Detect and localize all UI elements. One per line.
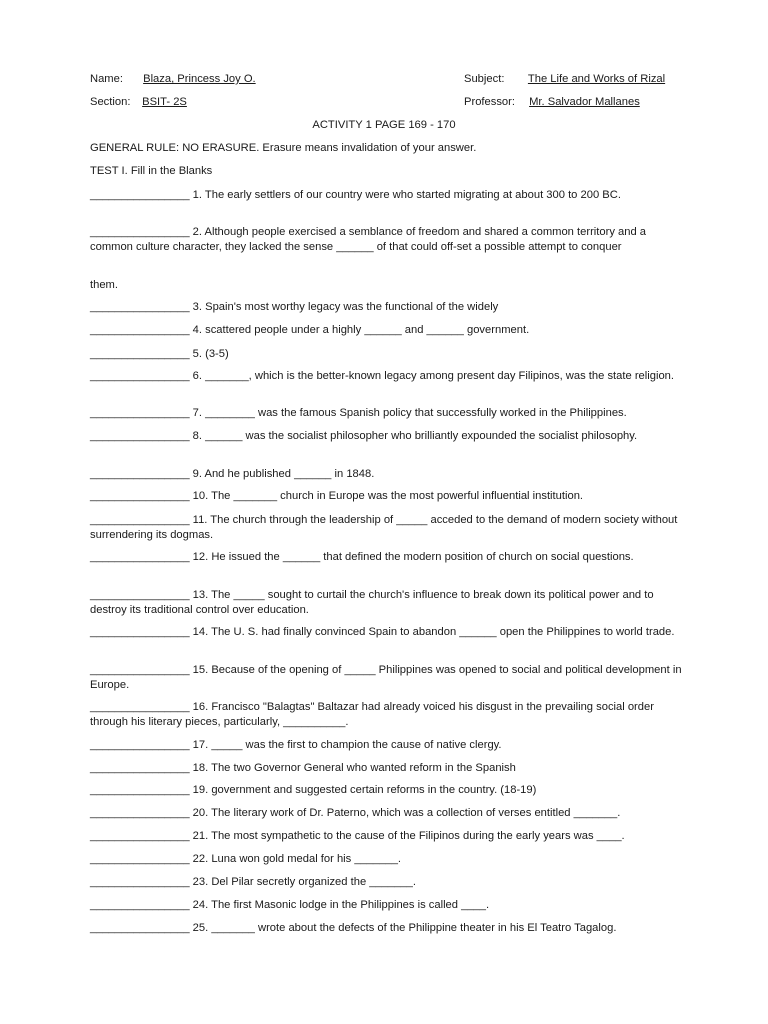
answer-blank: ________________ (90, 589, 190, 601)
question-item (90, 513, 690, 543)
question-text: 16. Francisco "Balagtas" Baltazar had already voiced his disgust in the prevailing social order through his literary pieces, particularly, __________. (90, 701, 654, 728)
question-text: 19. government and suggested certain reforms in the country. (18-19) (192, 784, 537, 796)
answer-blank: ________________ (90, 876, 190, 888)
professor-value: Mr. Salvador Mallanes (529, 96, 640, 108)
question-item (90, 550, 690, 565)
answer-blank: ________________ (90, 922, 190, 934)
answer-blank: ________________ (90, 807, 190, 819)
question-text: 20. The literary work of Dr. Paterno, which was a collection of verses entitled _______. (192, 807, 621, 819)
question-text: 2. Although people exercised a semblance of freedom and shared a common territory and a common culture character, they lacked the sense ______ of that could off-set a possible attempt to conquer (90, 226, 647, 253)
answer-blank: ________________ (90, 490, 190, 502)
subject-value: The Life and Works of Rizal (527, 73, 666, 85)
question-text: 13. The _____ sought to curtail the church's influence to break down its political power and to destroy its traditional control over education. (90, 589, 654, 616)
answer-blank: ________________ (90, 324, 190, 336)
answer-blank: ________________ (90, 551, 190, 563)
answer-blank: ________________ (90, 226, 190, 238)
question-item (90, 783, 690, 798)
question-item (90, 921, 690, 936)
question-item (90, 347, 690, 362)
question-item (90, 898, 690, 913)
question-text: 17. _____ was the first to champion the cause of native clergy. (192, 739, 502, 751)
answer-blank: ________________ (90, 407, 190, 419)
question-text: 5. (3-5) (192, 348, 229, 360)
answer-blank: ________________ (90, 626, 190, 638)
question-item (90, 875, 690, 890)
question-item (90, 467, 690, 482)
question-item (90, 761, 690, 776)
question-item (90, 738, 690, 753)
question-item (90, 369, 690, 384)
answer-blank: ________________ (90, 348, 190, 360)
section-row (90, 96, 187, 108)
answer-blank: ________________ (90, 370, 190, 382)
question-text: 25. _______ wrote about the defects of the Philippine theater in his El Teatro Tagalog. (192, 922, 617, 934)
answer-blank: ________________ (90, 762, 190, 774)
answer-blank: ________________ (90, 899, 190, 911)
question-continuation: them. (90, 279, 118, 291)
answer-blank: ________________ (90, 701, 190, 713)
question-item (90, 225, 690, 255)
answer-blank: ________________ (90, 301, 190, 313)
question-text: 23. Del Pilar secretly organized the _______. (192, 876, 416, 888)
question-text: 4. scattered people under a highly ______ and ______ government. (192, 324, 530, 336)
question-text: 21. The most sympathetic to the cause of the Filipinos during the early years was ____. (192, 830, 625, 842)
professor-row (464, 96, 640, 108)
answer-blank: ________________ (90, 853, 190, 865)
question-text: 8. ______ was the socialist philosopher who brilliantly expounded the socialist philosophy. (192, 430, 638, 442)
question-text: 3. Spain's most worthy legacy was the functional of the widely (192, 301, 499, 313)
question-text: 7. ________ was the famous Spanish policy that successfully worked in the Philippines. (192, 407, 627, 419)
question-text: 14. The U. S. had finally convinced Spain to abandon ______ open the Philippines to world trade. (192, 626, 675, 638)
question-item (90, 588, 690, 618)
test-title: TEST I. Fill in the Blanks (90, 165, 213, 177)
question-item (90, 700, 690, 730)
question-text: 24. The first Masonic lodge in the Philippines is called ____. (192, 899, 490, 911)
answer-blank: ________________ (90, 189, 190, 201)
question-text: 9. And he published ______ in 1848. (192, 468, 375, 480)
question-item (90, 429, 690, 444)
name-value: Blaza, Princess Joy O. (143, 73, 256, 85)
professor-label: Professor: (464, 96, 515, 108)
question-item (90, 300, 690, 315)
subject-row (464, 73, 665, 85)
general-rule: GENERAL RULE: NO ERASURE. Erasure means invalidation of your answer. (90, 142, 477, 154)
question-item (90, 406, 690, 421)
question-item (90, 188, 690, 203)
section-label: Section: (90, 96, 131, 108)
answer-blank: ________________ (90, 739, 190, 751)
question-text: 11. The church through the leadership of _____ acceded to the demand of modern society without surrendering its dogmas. (90, 514, 678, 541)
question-item (90, 489, 690, 504)
question-text: 10. The _______ church in Europe was the most powerful influential institution. (192, 490, 584, 502)
name-row (90, 73, 256, 85)
answer-blank: ________________ (90, 830, 190, 842)
answer-blank: ________________ (90, 430, 190, 442)
question-text: 1. The early settlers of our country were who started migrating at about 300 to 200 BC. (192, 189, 621, 201)
question-text: 22. Luna won gold medal for his _______. (192, 853, 402, 865)
name-label: Name: (90, 73, 123, 85)
question-item (90, 829, 690, 844)
section-value: BSIT- 2S (142, 96, 187, 108)
answer-blank: ________________ (90, 514, 190, 526)
subject-label: Subject: (464, 73, 505, 85)
question-item (90, 323, 690, 338)
answer-blank: ________________ (90, 784, 190, 796)
question-item (90, 852, 690, 867)
answer-blank: ________________ (90, 664, 190, 676)
question-item (90, 625, 690, 640)
question-text: 6. _______, which is the better-known legacy among present day Filipinos, was the state religion. (192, 370, 675, 382)
question-item (90, 663, 690, 693)
question-text: 18. The two Governor General who wanted reform in the Spanish (192, 762, 516, 774)
question-text: 12. He issued the ______ that defined the modern position of church on social questions. (192, 551, 634, 563)
answer-blank: ________________ (90, 468, 190, 480)
activity-title: ACTIVITY 1 PAGE 169 - 170 (312, 119, 456, 131)
question-item (90, 806, 690, 821)
question-text: 15. Because of the opening of _____ Philippines was opened to social and political development in Europe. (90, 664, 682, 691)
